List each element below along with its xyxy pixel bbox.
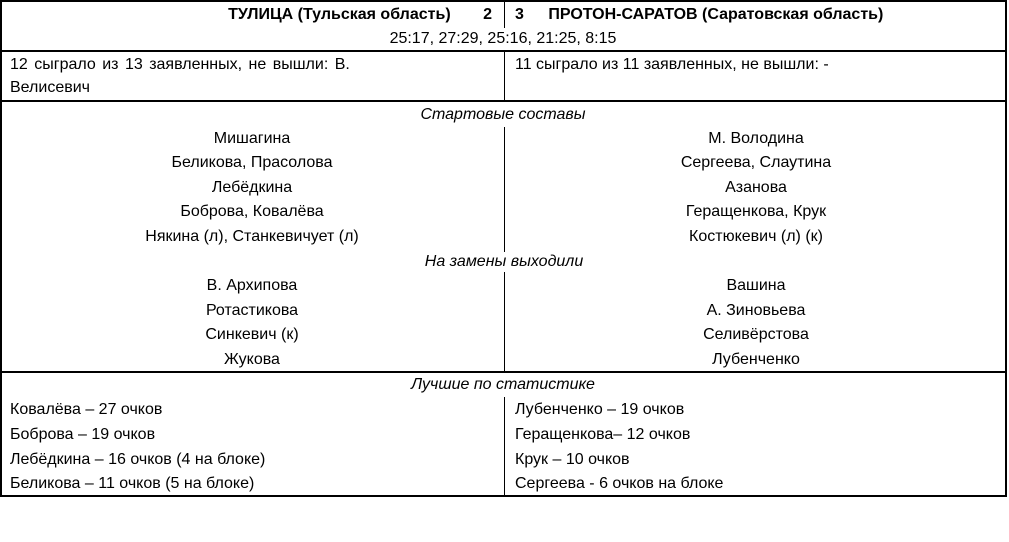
away-starter: Азанова [725,179,787,196]
home-sub: Синкевич (к) [205,326,299,343]
home-roster-info: 12 сыграло из 13 заявленных, не вышли: В. [10,56,350,73]
column-divider [504,397,505,495]
away-top-scorer: Лубенченко – 19 очков [515,401,685,418]
home-top-scorer: Боброва – 19 очков [10,426,156,443]
home-score: 2 [483,6,492,23]
home-top-scorer: Ковалёва – 27 очков [10,401,163,418]
home-team: ТУЛИЦА (Тульская область) [228,6,451,23]
away-starter: М. Володина [708,130,804,147]
away-sub: Лубенченко [712,351,800,368]
away-roster-info: 11 сыграло из 11 заявленных, не вышли: - [515,56,829,73]
away-top-scorer: Геращенкова– 12 очков [515,426,691,443]
starting-lineups-title: Стартовые составы [420,106,586,123]
row-divider [0,100,1006,102]
away-top-scorer: Сергеева - 6 очков на блоке [515,475,724,492]
table-border-right [1005,0,1007,497]
table-border-bottom [0,495,1006,497]
match-header-away [515,5,883,25]
away-score: 3 [515,6,524,23]
home-top-scorer: Беликова – 11 очков (5 на блоке) [10,475,255,492]
set-scores: 25:17, 27:29, 25:16, 21:25, 8:15 [389,30,617,47]
row-divider [0,50,1006,52]
table-border-left [0,0,2,497]
away-sub: Вашина [726,277,786,294]
home-starter: Мишагина [213,130,291,147]
best-stats-title: Лучшие по статистике [411,376,595,393]
away-top-scorer: Крук – 10 очков [515,451,630,468]
home-starter: Боброва, Ковалёва [180,203,324,220]
column-divider [504,50,505,100]
away-sub: А. Зиновьева [706,302,806,319]
table-border-top [0,0,1006,2]
home-roster-info-cont: Велисевич [10,79,90,96]
home-starter: Лебёдкина [211,179,293,196]
away-starter: Костюкевич (л) (к) [689,228,823,245]
away-starter: Геращенкова, Крук [685,203,827,220]
away-starter: Сергеева, Слаутина [680,154,832,171]
column-divider [504,127,505,371]
home-sub: В. Архипова [206,277,298,294]
substitutes-title: На замены выходили [421,252,587,272]
match-header-home [228,5,492,25]
row-divider [0,371,1006,373]
home-sub: Жукова [224,351,280,368]
column-divider [504,0,505,28]
home-starter: Беликова, Прасолова [171,154,333,171]
away-team: ПРОТОН-САРАТОВ (Саратовская область) [548,6,884,23]
home-sub: Ротастикова [205,302,299,319]
home-top-scorer: Лебёдкина – 16 очков (4 на блоке) [10,451,266,468]
away-sub: Селивёрстова [703,326,809,343]
home-starter: Някина (л), Станкевичует (л) [145,228,359,245]
